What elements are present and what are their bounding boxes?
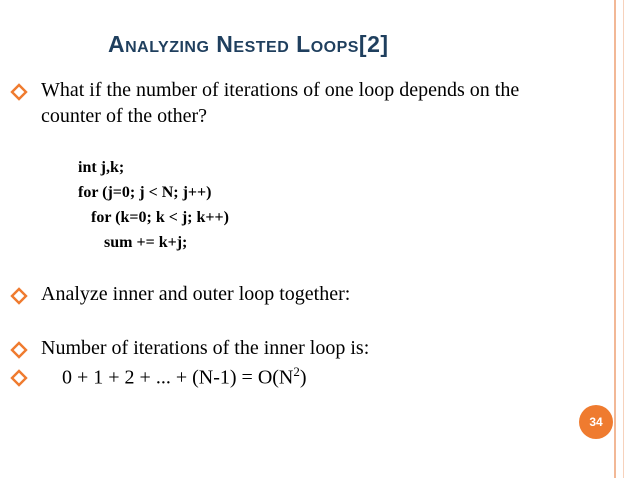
equation-base: 0 + 1 + 2 + ... + (N-1) = O(N [62,366,294,389]
equation-exponent: 2 [293,364,300,379]
code-line: for (k=0; k < j; k++) [91,209,229,226]
code-line: sum += k+j; [104,234,188,251]
bullet-text-2: Analyze inner and outer loop together: [41,283,351,305]
code-line: for (j=0; j < N; j++) [78,184,212,201]
right-accent-line-thin [623,0,624,478]
bullet-text-1-line-1: What if the number of iterations of one loop depends on the [41,79,520,101]
bullet-icon [8,286,30,306]
bullet-text-3: Number of iterations of the inner loop is: [41,337,370,359]
bullet-icon [8,82,30,102]
bullet-icon [8,340,30,360]
slide-title: Analyzing Nested Loops[2] [108,31,389,57]
bullet-text-1-line-2: counter of the other? [41,105,208,127]
code-line: int j,k; [78,159,125,176]
equation-close: ) [299,366,307,389]
bullet-icon [8,368,30,388]
bullet-text-4-equation [62,364,307,390]
right-accent-line [614,0,616,478]
page-number-badge: 34 [579,405,613,439]
